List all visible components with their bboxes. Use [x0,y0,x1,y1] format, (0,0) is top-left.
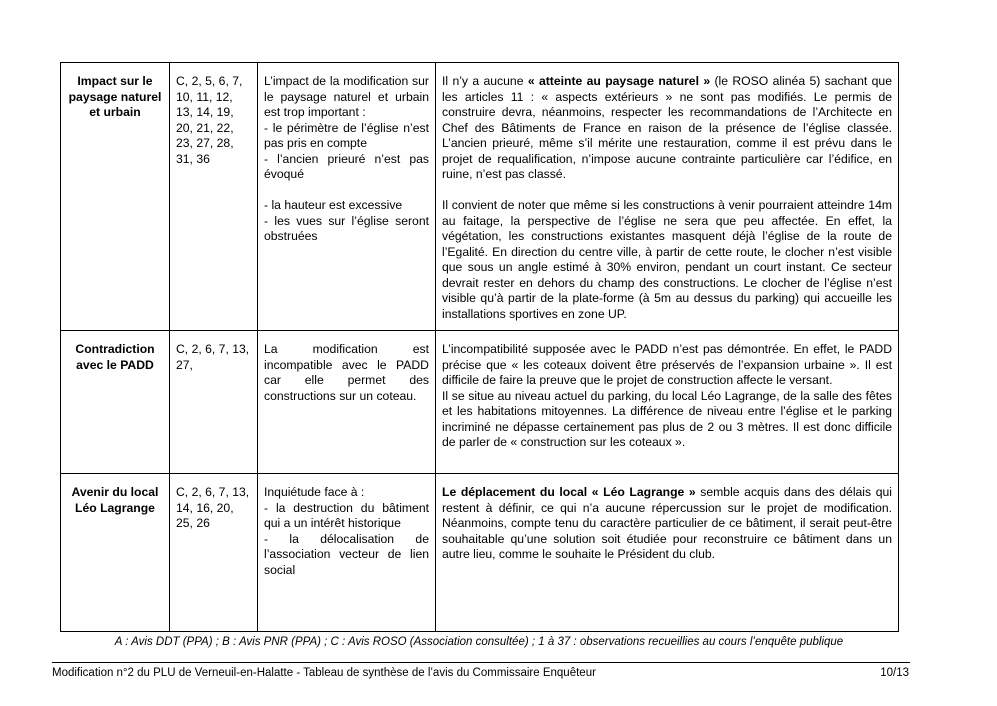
refs-cell [170,331,258,474]
theme-label: Impact sur le paysage naturel et urbain [68,74,162,119]
response-cell [436,474,899,632]
theme-cell [61,331,170,474]
table-row [61,474,899,632]
request-text: L’impact de la modification sur le paysage naturel et urbain est trop important : - le périmètre de l’église n’est pas pris en compte - l’ancien prieuré n’est pas évoqué [264,74,429,181]
request-cell [258,331,436,474]
response-emphasis: Le déplacement du local « Léo Lagrange » [442,485,696,499]
request-text: La modification est incompatible avec le PADD car elle permet des constructions sur un coteau. [264,342,429,403]
response-cell [436,331,899,474]
refs-text: C, 2, 6, 7, 13, 27, [176,342,250,372]
response-paragraph [442,74,892,183]
table-row [61,331,899,474]
response-paragraph: L’incompatibilité supposée avec le PADD n’est pas démontrée. En effet, le PADD précise que « les coteaux doivent être préservés de l’expansion urbaine ». Il est difficile de faire la preuve que le projet de construction affecte le versant. [442,342,892,387]
page-number: 10/13 [880,667,909,679]
refs-text: C, 2, 5, 6, 7, 10, 11, 12, 13, 14, 19, 20, 21, 22, 23, 27, 28, 31, 36 [176,74,243,166]
footer-title: Modification n°2 du PLU de Verneuil-en-Halatte - Tableau de synthèse de l’avis du Commissaire Enquêteur [52,667,596,679]
response-emphasis: « atteinte au paysage naturel » [527,74,711,88]
response-paragraph: Il se situe au niveau actuel du parking, du local Léo Lagrange, de la salle des fêtes et les habitations mitoyennes. La différence de niveau entre l’église et le parking incriminé ne dépasse certainement pas plus de 2 ou 3 mètres. Il est donc difficile de parler de « construction sur les coteaux ». [442,388,892,449]
response-text: Il n’y a aucune [442,74,528,88]
response-cell [436,63,899,331]
refs-text: C, 2, 6, 7, 13, 14, 16, 20, 25, 26 [176,485,250,530]
synthesis-table [60,62,899,632]
theme-label: Avenir du local Léo Lagrange [71,485,159,515]
table-row [61,63,899,331]
theme-cell [61,474,170,632]
theme-label: Contradiction avec le PADD [75,342,155,372]
request-cell [258,474,436,632]
theme-cell [61,63,170,331]
request-text: Inquiétude face à : - la destruction du bâtiment qui a un intérêt historique - la délocalisation de l’association vecteur de lien social [264,485,429,577]
refs-cell [170,63,258,331]
response-text: semble acquis dans des délais qui restent à définir, ce qui n’a aucune répercussion sur le projet de modification. Néanmoins, compte tenu du caractère particulier de ce bâtiment, il serait peut-être souhaitable qu’une solution soit étudiée pour reconstruire ce bâtiment dans un autre lieu, comme le souhaite le Président du club. [442,485,892,561]
response-paragraph [442,485,892,563]
request-text: - la hauteur est excessive - les vues sur l’église seront obstruées [264,198,429,243]
response-paragraph: Il convient de noter que même si les constructions à venir pourraient atteindre 14m au faitage, la perspective de l’église ne sera que peu affectée. En effet, la végétation, les constructions existantes masquent déjà l’église de la route de l’Egalité. En direction du centre ville, à partir de cette route, le clocher n’est visible que sous un angle estimé à 30% environ, pendant un court instant. Ce secteur devrait rester en dehors du champ des constructions. Le clocher de l’église n’est visible qu’à partir de la plate-forme (à 5m au dessus du parking) qui accueille les installations sportives en zone UP. [442,198,892,321]
request-cell [258,63,436,331]
response-text: (le ROSO alinéa 5) sachant que les articles 11 : « aspects extérieurs » ne sont pas modifiés. Le permis de construire devra, néanmoins, respecter les recommandations de l’Architecte en Chef des Bâtiments de France en raison de la présence de l’église classée. L’ancien prieuré, même s’il mérite une restauration, comme il est prévu dans le projet de requalification, n’impose aucune contrainte particulière car l’édifice, en ruine, n’est pas classé. [442,74,892,181]
footer-divider [52,662,910,663]
table-legend: A : Avis DDT (PPA) ; B : Avis PNR (PPA) ; C : Avis ROSO (Association consultée) ; 1 à 37 : observations recueillies au cours l’enquête publique [114,636,844,648]
refs-cell [170,474,258,632]
